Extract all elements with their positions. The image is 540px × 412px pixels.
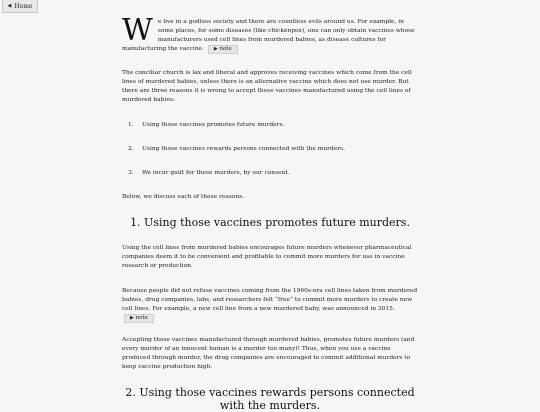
note-label: note	[135, 314, 148, 321]
reason-item	[128, 169, 290, 178]
section1-paragraph-1: Using the cell lines from murdered babies encourages future murders whenever pharmaceutical companies deem it to be convenient and profitable to commit more murders for use in vaccine research or production.	[122, 245, 412, 269]
expand-triangle-icon: ▶	[213, 45, 218, 52]
section1-paragraph-3: Accepting those vaccines manufactured through murdered babies, promotes future murders (and every murder of an innocent human is a murder too many)! Thus, when you use a vaccine produced through murder, the drug companies are encouraged to commit additional murders to keep vaccine production high.	[122, 337, 415, 370]
reason-number: 1.	[128, 122, 134, 128]
expand-triangle-icon: ▶	[130, 314, 134, 321]
note-label: note	[219, 45, 232, 52]
reason-text: We incur guilt for these murders, by our consent.	[142, 170, 290, 176]
note-button[interactable]	[124, 314, 154, 323]
reason-number: 2.	[128, 146, 134, 152]
section-heading-1: 1. Using those vaccines promotes future murders.	[130, 216, 410, 229]
reason-item	[128, 145, 345, 154]
reason-number: 3.	[128, 170, 134, 176]
reason-text: Using those vaccines rewards persons connected with the murders.	[142, 146, 345, 152]
transition-paragraph: Below, we discuss each of these reasons.	[122, 194, 245, 200]
reason-text: Using those vaccines promotes future murders.	[142, 122, 285, 128]
drop-cap: W	[122, 13, 153, 48]
intro-text: e live in a godless society and there are countless evils around us. For example, in some places, for some diseases (like chickenpox), one can only obtain vaccines whose manufacturers used cell lines from murdered babies, as disease cultures for manufacturing the vaccine.	[122, 19, 415, 52]
home-label: Home	[14, 2, 33, 10]
section1-paragraph-2	[122, 287, 418, 323]
intro-paragraph	[122, 13, 418, 54]
intro-paragraph-2: The conciliar church is lax and liberal and approves receiving vaccines which come from the cell lines of murdered babies, unless there is an alternative vaccine which does not use murder. But there are three reasons it is wrong to accept these vaccines manufactured using the cell lines of murdered babies:	[122, 70, 412, 103]
home-button[interactable]	[2, 0, 38, 13]
back-arrow-icon: ◀	[7, 2, 12, 9]
section1-paragraph-2-text: Because people did not refuse vaccines coming from the 1960s-era cell lines taken from murdered babies, drug companies, labs, and researchers felt “free” to commit more murders to create new cell lines. For example, a new cell line from a new murdered baby, was announced in 2015.	[122, 288, 418, 312]
reason-item	[128, 121, 284, 130]
section-heading-2: 2. Using those vaccines rewards persons connected with the murders.	[125, 386, 415, 412]
note-button[interactable]	[208, 45, 238, 54]
